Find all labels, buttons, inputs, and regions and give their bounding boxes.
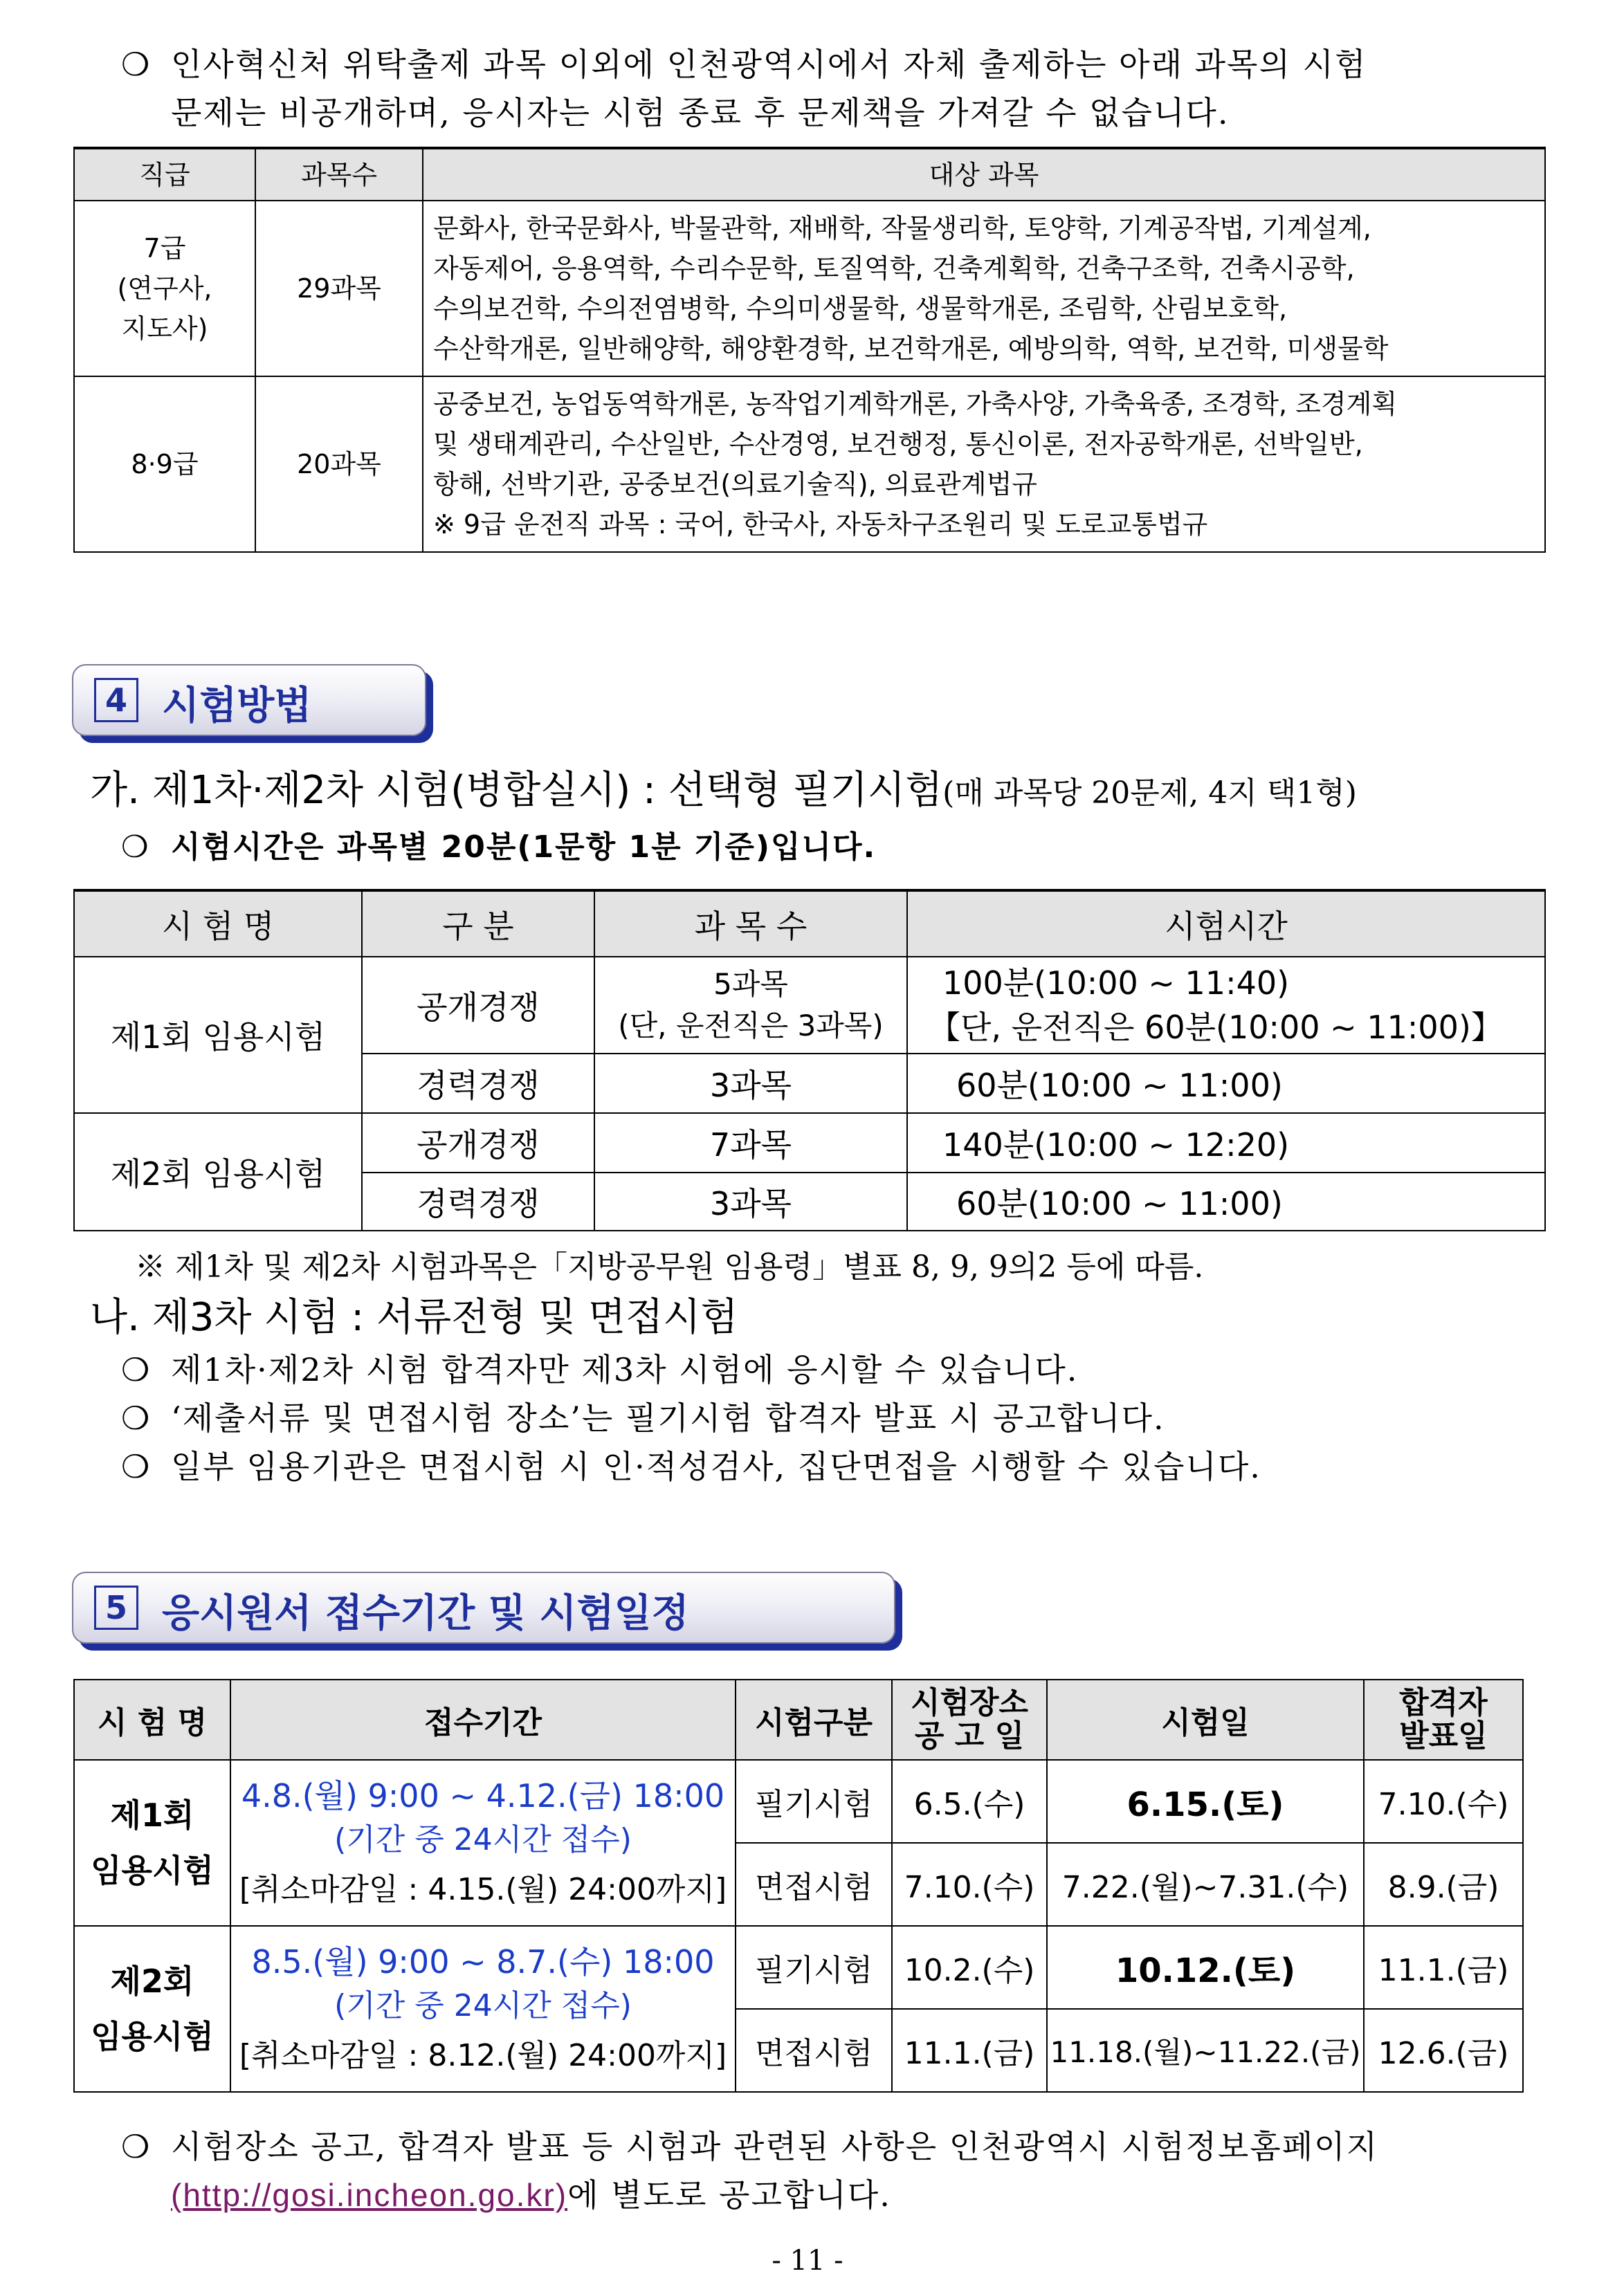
exam-time-cell: 60분(10:00 ~ 11:00) [907, 1054, 1545, 1113]
exam-time-cell: 60분(10:00 ~ 11:00) [907, 1173, 1545, 1231]
section-title: 시험방법 [162, 683, 312, 728]
header-result-date: 합격자 발표일 [1364, 1680, 1523, 1760]
footer-line-2: 에 별도로 공고합니다. [567, 2176, 891, 2214]
header-category: 구 분 [362, 890, 594, 957]
subject-count-cell: 5과목 (단, 운전직은 3과목) [594, 957, 907, 1054]
bullet-icon: ❍ [121, 1448, 152, 1485]
list-item: ❍ ‘제출서류 및 면접시험 장소’는 필기시험 합격자 발표 시 공고합니다. [121, 1394, 1560, 1442]
table-row [74, 957, 1545, 1054]
exam-time-table [73, 889, 1546, 1231]
header-type: 시험구분 [736, 1680, 892, 1760]
section-4-header [72, 664, 426, 736]
bullet-icon: ❍ [121, 1351, 152, 1388]
subject-count-cell: 3과목 [594, 1054, 907, 1113]
intro-line-1: 인사혁신처 위탁출제 과목 이외에 인천광역시에서 자체 출제하는 아래 과목의 시험 [171, 46, 1367, 83]
time-table-note: ※ 제1차 및 제2차 시험과목은「지방공무원 임용령」별표 8, 9, 9의2 등에 따름. [135, 1249, 1204, 1285]
header-exam-time: 시험시간 [907, 890, 1545, 957]
section-number: 5 [94, 1586, 138, 1630]
type-cell: 면접시험 [736, 2009, 892, 2092]
exam-name-cell: 제2회 임용시험 [74, 1926, 230, 2092]
exam-date-cell: 10.12.(토) [1047, 1926, 1364, 2009]
table-row [74, 376, 1545, 552]
list-item: ❍ 일부 임용기관은 면접시험 시 인·적성검사, 집단면접을 시행할 수 있습니다. [121, 1442, 1560, 1491]
table-row [74, 1926, 1523, 2009]
exam-date-cell: 6.15.(토) [1047, 1760, 1364, 1843]
venue-cell: 11.1.(금) [892, 2009, 1047, 2092]
section-4-b-heading: 나. 제3차 시험 : 서류전형 및 면접시험 [90, 1295, 738, 1340]
category-cell: 경력경쟁 [362, 1054, 594, 1113]
header-grade: 직급 [74, 148, 255, 201]
list-item: ❍ 제1차·제2차 시험 합격자만 제3차 시험에 응시할 수 있습니다. [121, 1346, 1560, 1394]
bullet-icon: ❍ [121, 829, 150, 865]
schedule-table [73, 1679, 1524, 2093]
table-row [74, 1760, 1523, 1843]
exam-time-cell: 140분(10:00 ~ 12:20) [907, 1113, 1545, 1173]
exam-date-cell: 11.18.(월)~11.22.(금) [1047, 2009, 1364, 2092]
count-cell: 29과목 [255, 201, 423, 376]
table-row [74, 1113, 1545, 1173]
exam-date-cell: 7.22.(월)~7.31.(수) [1047, 1843, 1364, 1926]
category-cell: 공개경쟁 [362, 957, 594, 1054]
bullet-icon: ❍ [121, 1399, 152, 1437]
section-title: 응시원서 접수기간 및 시험일정 [162, 1591, 689, 1636]
header-exam-name: 시 험 명 [74, 890, 362, 957]
count-cell: 20과목 [255, 376, 423, 552]
exam-name-cell: 제2회 임용시험 [74, 1113, 362, 1231]
header-venue-notice: 시험장소 공 고 일 [892, 1680, 1047, 1760]
subject-table [73, 147, 1546, 553]
table-row [74, 201, 1545, 376]
section-4-a-bullet: ❍ 시험시간은 과목별 20분(1문항 1분 기준)입니다. [121, 823, 876, 872]
exam-name-cell: 제1회 임용시험 [74, 957, 362, 1113]
category-cell: 경력경쟁 [362, 1173, 594, 1231]
venue-cell: 10.2.(수) [892, 1926, 1047, 2009]
exam-name-cell: 제1회 임용시험 [74, 1760, 230, 1926]
page-number: - 11 - [772, 2245, 843, 2277]
section-5-header [72, 1572, 895, 1644]
type-cell: 면접시험 [736, 1843, 892, 1926]
header-exam-name: 시 험 명 [74, 1680, 230, 1760]
result-cell: 12.6.(금) [1364, 2009, 1523, 2092]
period-cell: 4.8.(월) 9:00 ~ 4.12.(금) 18:00 (기간 중 24시간 접수) [취소마감일 : 4.15.(월) 24:00까지] [230, 1760, 736, 1926]
bullet-icon: ❍ [121, 46, 152, 83]
intro-line-2: 문제는 비공개하며, 응시자는 시험 종료 후 문제책을 가져갈 수 없습니다. [171, 94, 1230, 131]
header-count: 과목수 [255, 148, 423, 201]
type-cell: 필기시험 [736, 1926, 892, 2009]
header-subject-count: 과 목 수 [594, 890, 907, 957]
result-cell: 8.9.(금) [1364, 1843, 1523, 1926]
result-cell: 11.1.(금) [1364, 1926, 1523, 2009]
result-cell: 7.10.(수) [1364, 1760, 1523, 1843]
subject-count-cell: 3과목 [594, 1173, 907, 1231]
intro-paragraph [121, 40, 1560, 137]
venue-cell: 7.10.(수) [892, 1843, 1047, 1926]
section-4-b-bullets [121, 1346, 1560, 1491]
header-exam-date: 시험일 [1047, 1680, 1364, 1760]
subjects-cell: 공중보건, 농업동역학개론, 농작업기계학개론, 가축사양, 가축육종, 조경학, 조경계획 및 생태계관리, 수산일반, 수산경영, 보건행정, 통신이론, 전자공학개론, 선박일반, 항해, 선박기관, 공중보건(의료기술직), 의료관계법규 ※ 9급 운전직 과목 : 국어, 한국사, 자동차구조원리 및 도로교통법규 [423, 376, 1545, 552]
grade-cell: 8·9급 [74, 376, 255, 552]
section-4-a-heading: 가. 제1차·제2차 시험(병합실시) : 선택형 필기시험(매 과목당 20문제, 4지 택1형) [90, 768, 1357, 813]
grade-cell: 7급 (연구사, 지도사) [74, 201, 255, 376]
footer-paragraph [121, 2122, 1560, 2219]
type-cell: 필기시험 [736, 1760, 892, 1843]
venue-cell: 6.5.(수) [892, 1760, 1047, 1843]
subjects-cell: 문화사, 한국문화사, 박물관학, 재배학, 작물생리학, 토양학, 기계공작법, 기계설계, 자동제어, 응용역학, 수리수문학, 토질역학, 건축계획학, 건축구조학, 건축시공학, 수의보건학, 수의전염병학, 수의미생물학, 생물학개론, 조림학, 산림보호학, 수산학개론, 일반해양학, 해양환경학, 보건학개론, 예방의학, 역학, 보건학, 미생물학 [423, 201, 1545, 376]
header-period: 접수기간 [230, 1680, 736, 1760]
header-subjects: 대상 과목 [423, 148, 1545, 201]
bullet-icon: ❍ [121, 2128, 152, 2165]
homepage-link[interactable]: (http://gosi.incheon.go.kr) [171, 2177, 568, 2213]
exam-time-cell: 100분(10:00 ~ 11:40) 【단, 운전직은 60분(10:00 ~ 11:00)】 [907, 957, 1545, 1054]
section-number: 4 [94, 678, 138, 722]
category-cell: 공개경쟁 [362, 1113, 594, 1173]
subject-count-cell: 7과목 [594, 1113, 907, 1173]
footer-line-1: 시험장소 공고, 합격자 발표 등 시험과 관련된 사항은 인천광역시 시험정보홈페이지 [171, 2128, 1379, 2165]
period-cell: 8.5.(월) 9:00 ~ 8.7.(수) 18:00 (기간 중 24시간 접수) [취소마감일 : 8.12.(월) 24:00까지] [230, 1926, 736, 2092]
